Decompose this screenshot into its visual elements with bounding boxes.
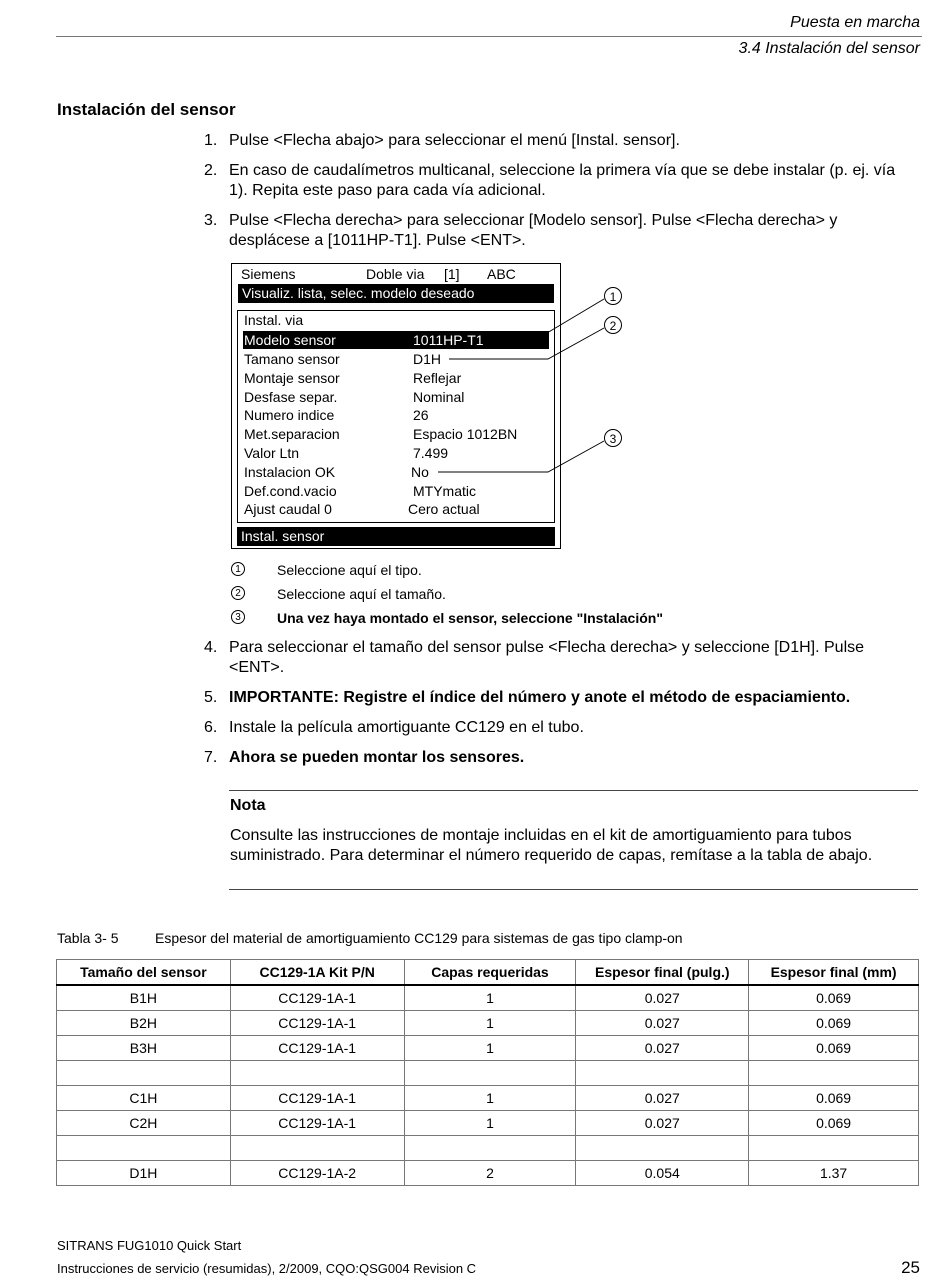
step-4 bbox=[204, 638, 904, 678]
table-row bbox=[57, 1086, 919, 1111]
table-cell: CC129-1A-1 bbox=[230, 1011, 404, 1036]
callout-marker-1: 1 bbox=[604, 287, 622, 305]
step-number: 5. bbox=[204, 689, 218, 706]
table-cell: C1H bbox=[57, 1086, 231, 1111]
table-cell: 0.054 bbox=[576, 1161, 749, 1186]
table-row bbox=[57, 1161, 919, 1186]
step-number: 6. bbox=[204, 719, 218, 736]
legend-number: 1 bbox=[231, 562, 245, 576]
leader-line-1 bbox=[547, 299, 604, 333]
damping-material-table bbox=[56, 959, 919, 1186]
table-cell: CC129-1A-1 bbox=[230, 1036, 404, 1061]
callout-marker-2: 2 bbox=[604, 316, 622, 334]
step-number: 2. bbox=[204, 162, 218, 179]
header-section: 3.4 Instalación del sensor bbox=[738, 40, 920, 57]
step-text: Instale la película amortiguante CC129 en el tubo. bbox=[229, 719, 584, 736]
table-cell: CC129-1A-1 bbox=[230, 1111, 404, 1136]
legend-text: Seleccione aquí el tipo. bbox=[277, 562, 422, 578]
table-cell: 1 bbox=[404, 1086, 576, 1111]
table-cell bbox=[57, 1061, 231, 1086]
table-row bbox=[57, 1011, 919, 1036]
column-header: Capas requeridas bbox=[404, 960, 576, 986]
table-cell: D1H bbox=[57, 1161, 231, 1186]
table-row bbox=[57, 985, 919, 1011]
table-cell: CC129-1A-1 bbox=[230, 985, 404, 1011]
row-value: 26 bbox=[413, 407, 429, 423]
row-label: Modelo sensor bbox=[244, 332, 336, 348]
row-value: MTYmatic bbox=[413, 483, 476, 499]
table-cell: 0.027 bbox=[576, 1036, 749, 1061]
row-label: Valor Ltn bbox=[244, 445, 299, 461]
table-cell: 2 bbox=[404, 1161, 576, 1186]
legend-number: 2 bbox=[231, 586, 245, 600]
row-label: Ajust caudal 0 bbox=[244, 501, 332, 517]
table-row-empty bbox=[57, 1061, 919, 1086]
table-cell bbox=[749, 1061, 919, 1086]
note-top-rule bbox=[229, 790, 918, 791]
table-cell: 0.069 bbox=[749, 1011, 919, 1036]
table-row-empty bbox=[57, 1136, 919, 1161]
row-value: D1H bbox=[413, 351, 442, 367]
step-number: 1. bbox=[204, 132, 218, 149]
row-label: Instalacion OK bbox=[244, 464, 336, 480]
table-cell: 0.069 bbox=[749, 1111, 919, 1136]
table-cell: B3H bbox=[57, 1036, 231, 1061]
column-header: CC129-1A Kit P/N bbox=[230, 960, 404, 986]
table-cell bbox=[57, 1136, 231, 1161]
step-text: IMPORTANTE: Registre el índice del número y anote el método de espaciamiento. bbox=[229, 689, 851, 706]
row-label: Def.cond.vacio bbox=[244, 483, 337, 499]
table-cell bbox=[576, 1136, 749, 1161]
note-text: Consulte las instrucciones de montaje incluidas en el kit de amortiguamiento para tubos suministrado. Para determinar el número requerido de capas, remítase a la tabla de abajo. bbox=[230, 827, 873, 864]
table-cell: 1 bbox=[404, 1036, 576, 1061]
table-cell: 1 bbox=[404, 1111, 576, 1136]
display-units: ABC bbox=[487, 266, 516, 282]
step-number: 4. bbox=[204, 639, 218, 656]
row-value: Cero actual bbox=[408, 501, 480, 517]
row-value: No bbox=[411, 464, 429, 480]
legend-text: Una vez haya montado el sensor, seleccione "Instalación" bbox=[277, 610, 663, 626]
step-number: 7. bbox=[204, 749, 218, 766]
footer-product: SITRANS FUG1010 Quick Start bbox=[57, 1238, 242, 1253]
leader-line-2 bbox=[449, 328, 604, 359]
step-text: Pulse <Flecha derecha> para seleccionar [Modelo sensor]. Pulse <Flecha derecha> y desplácese a [1011HP-T1]. Pulse <ENT>. bbox=[229, 212, 838, 249]
table-cell: 1.37 bbox=[749, 1161, 919, 1186]
row-label: Desfase separ. bbox=[244, 389, 338, 405]
legend-text: Seleccione aquí el tamaño. bbox=[277, 586, 446, 602]
column-header: Espesor final (pulg.) bbox=[576, 960, 749, 986]
step-number: 3. bbox=[204, 212, 218, 229]
row-label: Tamano sensor bbox=[244, 351, 340, 367]
step-text: Pulse <Flecha abajo> para seleccionar el menú [Instal. sensor]. bbox=[229, 132, 680, 149]
row-value: Reflejar bbox=[413, 370, 462, 386]
table-cell bbox=[230, 1061, 404, 1086]
column-header: Espesor final (mm) bbox=[749, 960, 919, 986]
header-chapter: Puesta en marcha bbox=[790, 14, 920, 31]
table-cell: B2H bbox=[57, 1011, 231, 1036]
footer-document-info: Instrucciones de servicio (resumidas), 2/2009, CQO:QSG004 Revision C bbox=[57, 1261, 477, 1276]
row-label: Numero indice bbox=[244, 407, 335, 423]
row-label: Met.separacion bbox=[244, 426, 340, 442]
step-5 bbox=[204, 688, 904, 708]
table-cell: 1 bbox=[404, 985, 576, 1011]
table-cell: 0.069 bbox=[749, 985, 919, 1011]
table-cell: CC129-1A-2 bbox=[230, 1161, 404, 1186]
table-cell: 0.027 bbox=[576, 1086, 749, 1111]
legend-number: 3 bbox=[231, 610, 245, 624]
step-text: Para seleccionar el tamaño del sensor pulse <Flecha derecha> y seleccione [D1H]. Pulse <ENT>. bbox=[229, 639, 865, 676]
display-footer-bar: Instal. sensor bbox=[237, 527, 555, 546]
table-cell: C2H bbox=[57, 1111, 231, 1136]
table-caption-number: Tabla 3- 5 bbox=[57, 930, 119, 946]
row-value: 1011HP-T1 bbox=[413, 332, 484, 348]
table-cell: 0.069 bbox=[749, 1086, 919, 1111]
column-header: Tamaño del sensor bbox=[57, 960, 231, 986]
row-value: Espacio 1012BN bbox=[413, 426, 518, 442]
step-6 bbox=[204, 718, 904, 738]
display-prompt-bar: Visualiz. lista, selec. modelo deseado bbox=[238, 284, 554, 303]
table-cell: B1H bbox=[57, 985, 231, 1011]
table-caption-text: Espesor del material de amortiguamiento CC129 para sistemas de gas tipo clamp-on bbox=[155, 930, 683, 946]
page-number: 25 bbox=[901, 1258, 920, 1277]
table-cell bbox=[404, 1061, 576, 1086]
table-cell bbox=[230, 1136, 404, 1161]
table-row bbox=[57, 1036, 919, 1061]
callout-marker-3: 3 bbox=[604, 429, 622, 447]
table-header-row bbox=[57, 960, 919, 986]
row-value: Nominal bbox=[413, 389, 465, 405]
row-label: Montaje sensor bbox=[244, 370, 340, 386]
table-cell: 1 bbox=[404, 1011, 576, 1036]
table-cell: 0.069 bbox=[749, 1036, 919, 1061]
table-cell: 0.027 bbox=[576, 1111, 749, 1136]
step-text: Ahora se pueden montar los sensores. bbox=[229, 749, 525, 766]
note-bottom-rule bbox=[229, 889, 918, 890]
display-brand: Siemens bbox=[241, 266, 296, 282]
step-7 bbox=[204, 748, 904, 768]
table-caption bbox=[57, 930, 683, 946]
table-cell bbox=[749, 1136, 919, 1161]
section-title: Instalación del sensor bbox=[57, 100, 236, 119]
table-row bbox=[57, 1111, 919, 1136]
group-label: Instal. via bbox=[244, 312, 304, 328]
display-mode: Doble via bbox=[366, 266, 425, 282]
step-text: En caso de caudalímetros multicanal, seleccione la primera vía que se debe instalar (p. ej. vía 1). Repita este paso para cada vía adicional. bbox=[229, 162, 896, 199]
table-cell: 0.027 bbox=[576, 985, 749, 1011]
table-cell: 0.027 bbox=[576, 1011, 749, 1036]
table-cell bbox=[404, 1136, 576, 1161]
display-path: [1] bbox=[444, 266, 460, 282]
row-value: 7.499 bbox=[413, 445, 449, 461]
note-title: Nota bbox=[230, 797, 266, 814]
leader-line-3 bbox=[438, 441, 604, 472]
table-cell: CC129-1A-1 bbox=[230, 1086, 404, 1111]
table-cell bbox=[576, 1061, 749, 1086]
